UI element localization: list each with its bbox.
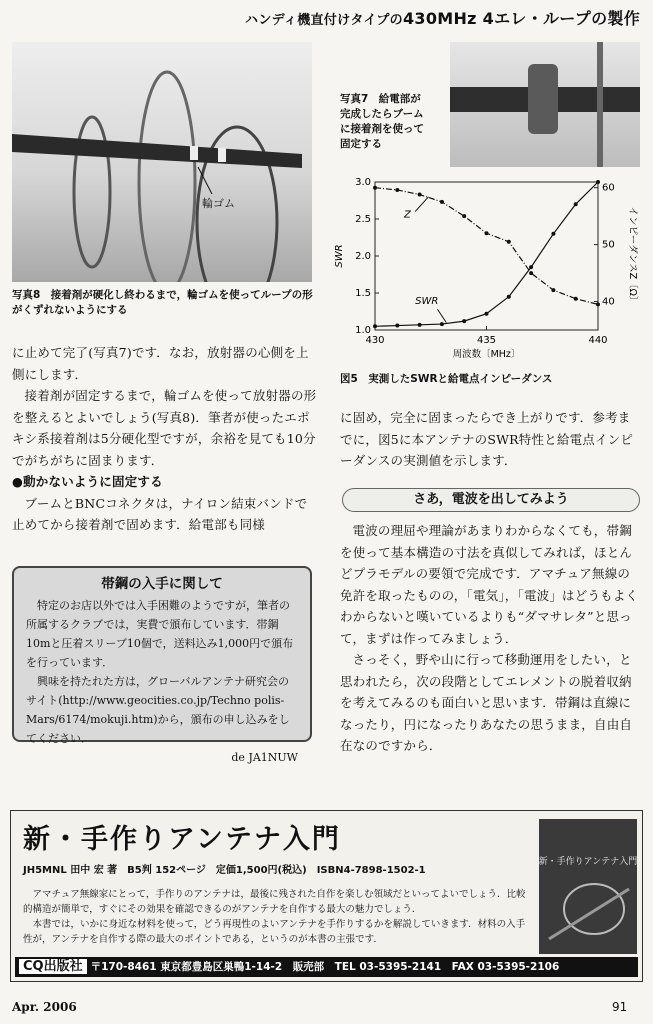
running-header [0,6,640,29]
data-point-z [574,297,578,301]
data-point-z [529,271,533,275]
feed-point [528,64,558,134]
paragraph: ブームとBNCコネクタは，ナイロン結束バンドで止めてから接着剤で固めます．給電部も同様 [12,495,308,532]
sidebar-paragraph: 特定のお店以外では入手困難のようですが，筆者の所属するクラブでは，実費で頒布しています．帯鋼10mと圧着スリーブ10個で，送料込み1,000円で頒布を行っています． [26,599,294,669]
sidebar-box [12,566,312,764]
series-line-swr [375,182,598,326]
section-heading: さあ，電波を出してみよう [342,488,640,512]
ad-book-cover [539,819,637,954]
ad-description [23,887,528,947]
paragraph: 接着剤が固定するまで，輪ゴムを使って放射器の形を整えるとよいでしょう(写真8)．筆者が使ったエポキシ系接着剤は5分硬化型ですが，余裕を見ても10分でがちがちに固まります． [12,388,317,468]
caption-line: 完成したらブーム [340,108,424,120]
photo-8-caption: 写真8 接着剤が硬化し終わるまで，輪ゴムを使ってループの形がくずれないようにする [12,289,313,316]
footer-date: Apr. 2006 [12,1000,77,1014]
right-column-text-top [340,407,640,472]
paragraph: に止めて完了(写真7)です．なお，放射器の心側を上側にします． [12,345,309,382]
data-point-z [551,288,555,292]
data-point-swr [440,322,444,326]
header-title-main: 430MHz 4エレ・ループの製作 [402,9,640,28]
data-point-z [418,193,422,197]
data-point-z [462,214,466,218]
data-point-swr [574,202,578,206]
paragraph: 電波の理屈や理論があまりわからなくても，帯鋼を使って基本構造の寸法を真似してみれば，ほとんどプラモデルの要領で完成です．アマチュア無線の免許を取ったものの，「電気」，「電波」はどうもよくわからないと嘆いているよりも“ダマサレタ”と思って，まずは作ってみましょう． [340,523,639,646]
data-point-z [507,240,511,244]
ad-paragraph: アマチュア無線家にとって，手作りのアンテナは，最後に残された自作を楽しむ領域だといってよいでしょう．比較的構造が簡単で，すぐにその効果を確認できるのがアンテナを自作する最大の魅力でしょう． [23,889,526,915]
book-advertisement [10,810,643,982]
publisher-bar [15,957,638,977]
paragraph: に固め，完全に固まったらでき上がりです．参考までに，図5に本アンテナのSWR特性と給電点インピーダンスの実測値を示します． [340,410,634,468]
photo-7-feed-illustration [450,42,640,167]
y2-tick-label: 60 [602,182,615,194]
series-line-z [375,188,598,308]
plot-frame [375,182,598,330]
figure-5-caption: 図5 実測したSWRと給電点インピーダンス [340,373,553,385]
series-label-swr: SWR [415,296,439,308]
data-point-z [596,302,600,306]
ad-book-title: 新・手作りアンテナ入門 [23,824,341,855]
data-point-swr [418,323,422,327]
data-point-swr [596,180,600,184]
data-point-z [485,231,489,235]
loop-element-2 [139,72,195,282]
data-point-swr [551,232,555,236]
y2-axis-label: インピーダンスZ〔Ω〕 [627,206,638,306]
y-tick-label: 1.5 [355,288,371,299]
series-label-leader [415,197,428,212]
data-point-swr [529,265,533,269]
series-label-z: Z [403,209,411,221]
rubber-band-1 [190,146,198,160]
sidebar-signature: de JA1NUW [231,751,298,764]
x-tick-label: 435 [476,335,497,346]
caption-line: 写真7 給電部が [340,93,421,105]
y-tick-label: 2.5 [355,214,371,225]
y2-tick-label: 50 [602,239,615,251]
y-tick-label: 2.0 [355,251,371,262]
data-point-swr [507,295,511,299]
data-point-z [373,186,377,190]
caption-line: 固定する [340,138,382,150]
subheading: ●動かないように固定する [12,474,163,489]
data-point-swr [462,319,466,323]
sidebar-paragraph: 興味を持たれた方は，グローバルアンテナ研究会のサイト(http://www.geocities.co.jp/Techno polis-Mars/6174/mokuji.htm)から，頒布の申し込みをしてください． [26,675,290,745]
left-column-text [12,342,318,536]
rubber-band-2 [218,148,226,162]
ad-book-meta: JH5MNL 田中 宏 著 B5判 152ページ 定価1,500円(税込) ISBN4-7898-1502-1 [23,865,426,876]
header-title-prefix: ハンディ機直付けタイプの [245,13,403,28]
sidebar-title: 帯鋼の入手に関して [101,576,223,592]
y-tick-label: 3.0 [355,177,371,188]
photo-8 [12,42,312,282]
y-tick-label: 1.0 [355,325,371,336]
y-axis-label: SWR [334,244,345,268]
x-tick-label: 430 [365,335,385,346]
publisher-address: 〒170-8461 東京都豊島区巣鴨1-14-2 販売部 TEL 03-5395-2141 FAX 03-5395-2106 [90,961,560,973]
data-point-swr [485,312,489,316]
swr-impedance-chart [330,170,645,370]
ad-paragraph: 本書では，いかに身近な材料を使って，どう再現性のよいアンテナを手作りするかを解説していきます．材料の入手性が，アンテナを自作する際の最大のポイントである，というのが本書の主張です． [23,919,526,945]
data-point-swr [373,324,377,328]
photo-8-loop-illustration [12,42,312,282]
photo-7-caption [340,92,450,152]
paragraph: さっそく，野や山に行って移動運用をしたい，と思われたら，次の段階としてエレメントの脱着収納を考えてみるのも面白いと思います．帯鋼は直線になったり，円になったりあなたの思うまま，自由自在なのですから． [340,652,633,753]
page-number: 91 [612,1000,628,1014]
photo-7 [450,42,640,167]
y2-tick-label: 40 [602,296,615,308]
data-point-swr [395,324,399,328]
right-column-text [340,520,640,757]
x-tick-label: 440 [588,335,608,346]
publisher-logo: CQ出版社 [19,959,87,974]
caption-line: に接着剤を使って [340,123,424,135]
data-point-z [440,200,444,204]
x-axis-label: 周波数〔MHz〕 [452,349,521,360]
cover-title: 新・手作りアンテナ入門 [539,857,637,867]
series-label-leader [437,309,446,322]
data-point-z [395,188,399,192]
book-cover-illustration [539,819,637,954]
photo-8-label: 輪ゴム [202,197,235,210]
